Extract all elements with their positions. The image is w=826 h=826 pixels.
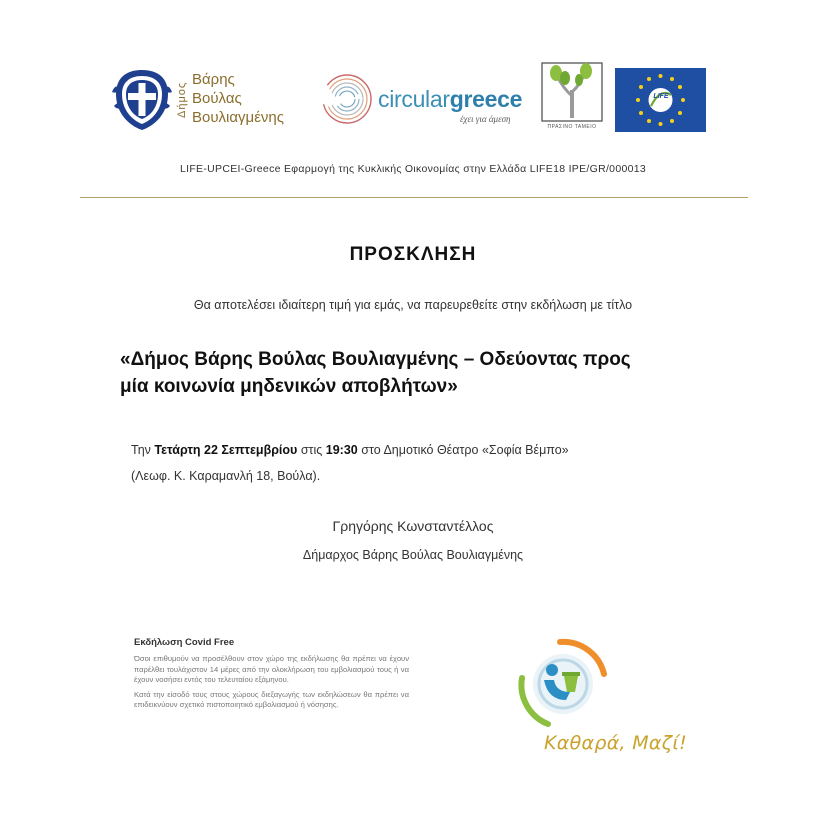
event-title-line-1: «Δήμος Βάρης Βούλας Βουλιαγμένης – Οδεύοντας προς [120, 349, 631, 370]
municipality-vertical-label: Δήμος [176, 81, 188, 119]
event-details [131, 437, 751, 489]
greek-cross-emblem-icon [110, 66, 174, 134]
circulargreece-word-bold: greece [449, 86, 523, 112]
eu-flag-icon [615, 68, 706, 132]
covid-notice [134, 637, 409, 715]
circulargreece-logo [320, 70, 530, 130]
event-when-where [131, 437, 751, 463]
mayor-role: Δήμαρχος Βάρης Βούλας Βουλιαγμένης [302, 548, 524, 562]
circulargreece-word-light: circular [378, 86, 450, 112]
event-at: στις [300, 443, 323, 457]
mayor-name: Γρηγόρης Κωνσταντέλλος [332, 518, 494, 534]
kathara-mazi-logo [508, 634, 688, 756]
municipality-name-3: Βουλιαγμένης [192, 109, 284, 126]
event-prefix: Την [131, 443, 151, 457]
green-fund-caption: ΠΡΑΣΙΝΟ ΤΑΜΕΙΟ [547, 124, 597, 130]
covid-heading: Εκδήλωση Covid Free [134, 637, 235, 648]
invitation-intro: Θα αποτελέσει ιδιαίτερη τιμή για εμάς, να παρευρεθείτε στην εκδήλωση με τίτλο [193, 298, 633, 312]
green-fund-logo [541, 62, 603, 132]
covid-paragraph-2: Κατά την είσοδό τους στους χώρους διεξαγωγής των εκδηλώσεων θα πρέπει να επιδεικνύουν σχετικό πιστοποιητικό εμβολιασμού ή νόσησης. [134, 689, 409, 710]
municipality-logo [110, 66, 310, 136]
green-tree-icon [541, 62, 603, 122]
circulargreece-tagline: έχει για άμεση [460, 114, 511, 124]
event-title [120, 346, 720, 400]
event-venue: στο Δημοτικό Θέατρο «Σοφία Βέμπο» [361, 443, 569, 457]
recycling-person-icon [508, 634, 618, 734]
covid-paragraph-1: Όσοι επιθυμούν να προσέλθουν στον χώρο της εκδήλωσης θα πρέπει να έχουν παρέλθει τουλάχιστον 14 μέρες από την ολοκλήρωση του εμβολιασμού τους ή να έχουν νοσήσει εντός του τελευταίου εξάμηνου. [134, 654, 409, 685]
divider [80, 197, 748, 198]
event-address: (Λεωφ. Κ. Καραμανλή 18, Βούλα). [131, 469, 321, 483]
event-title-line-2: μία κοινωνία μηδενικών αποβλήτων» [120, 376, 458, 397]
circulargreece-wordmark [378, 86, 522, 113]
circular-swirl-icon [320, 72, 374, 126]
municipality-name-2: Βούλας [192, 90, 242, 107]
municipality-name-1: Βάρης [192, 71, 235, 88]
event-time: 19:30 [325, 443, 358, 457]
event-date: Τετάρτη 22 Σεπτεμβρίου [154, 443, 298, 457]
kathara-mazi-text: Καθαρά, Μαζί! [544, 732, 687, 754]
life-label: LIFE [653, 93, 669, 100]
municipality-names [192, 70, 284, 127]
project-reference: LIFE-UPCEI-Greece Εφαρμογή της Κυκλικής Οικονομίας στην Ελλάδα LIFE18 IPE/GR/000013 [179, 163, 647, 175]
invitation-heading: ΠΡΟΣΚΛΗΣΗ [349, 244, 477, 265]
eu-life-logo [615, 68, 706, 132]
